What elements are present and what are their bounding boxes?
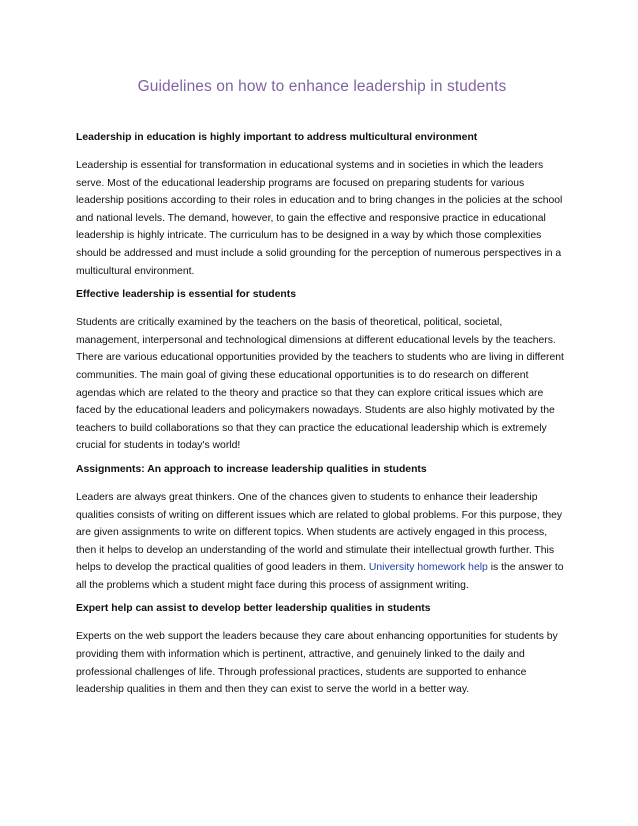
section-heading: Effective leadership is essential for students (76, 289, 297, 301)
section-heading: Leadership in education is highly important to address multicultural environment (76, 132, 478, 143)
section-heading: Assignments: An approach to increase leadership qualities in students (76, 463, 427, 475)
section-paragraph (76, 489, 568, 595)
university-homework-help-link[interactable]: University homework help (368, 562, 488, 574)
section-paragraph: Students are critically examined by the teachers on the basis of theoretical, political, societal, management, interpersonal and technological dimensions at different educational levels by the teachers. There are various educational opportunities provided by the teachers to students who are living in different communities. The main goal of giving these educational opportunities is to do research on different agendas which are related to the theory and practice so that they can explore critical issues which are faced by the educational leaders and policymakers nowadays. Students are also highly motivated by the teachers to build collaborations so that they can practice the educational leadership which is extremely crucial for students in today's world! (76, 317, 564, 452)
document-title: Guidelines on how to enhance leadership in students (137, 78, 507, 95)
section-paragraph: Leadership is essential for transformation in educational systems and in societies in which the leaders serve. Most of the educational leadership programs are focused on preparing students for various leadership positions according to their roles in education and to bring changes in the policies at the school and national levels. The demand, however, to gain the effective and responsive practice in educational leadership is highly intricate. The curriculum has to be designed in a way by which those complexities should be addressed and must include a solid grounding for the perception of numerous perspectives in a multicultural environment. (76, 160, 563, 277)
paragraph-text-after-link: is the answer to all the problems which a student might face during this process of assignment writing. (76, 562, 564, 591)
section-assignments (76, 462, 568, 595)
section-paragraph: Experts on the web support the leaders because they care about enhancing opportunities for students by providing them with information which is pertinent, attractive, and genuinely linked to the daily and professional challenges of life. Through professional practices, students are supported to enhance leadership qualities in them and then they can exist to serve the world in a better way. (76, 631, 558, 696)
paragraph-text-before-link: Leaders are always great thinkers. One of the chances given to students to enhance their leadership qualities consists of writing on different issues which are related to global problems. For this purpose, they are given assignments to write on different topics. When students are actively engaged in this process, then it helps to develop an understanding of the world and stimulate their intellectual growth further. This helps to develop the practical qualities of good leaders in them. (76, 491, 563, 574)
section-heading: Expert help can assist to develop better leadership qualities in students (76, 603, 431, 615)
section-multicultural (76, 130, 568, 280)
document-page (76, 78, 568, 706)
section-expert-help (76, 601, 568, 698)
section-effective-leadership (76, 287, 568, 455)
